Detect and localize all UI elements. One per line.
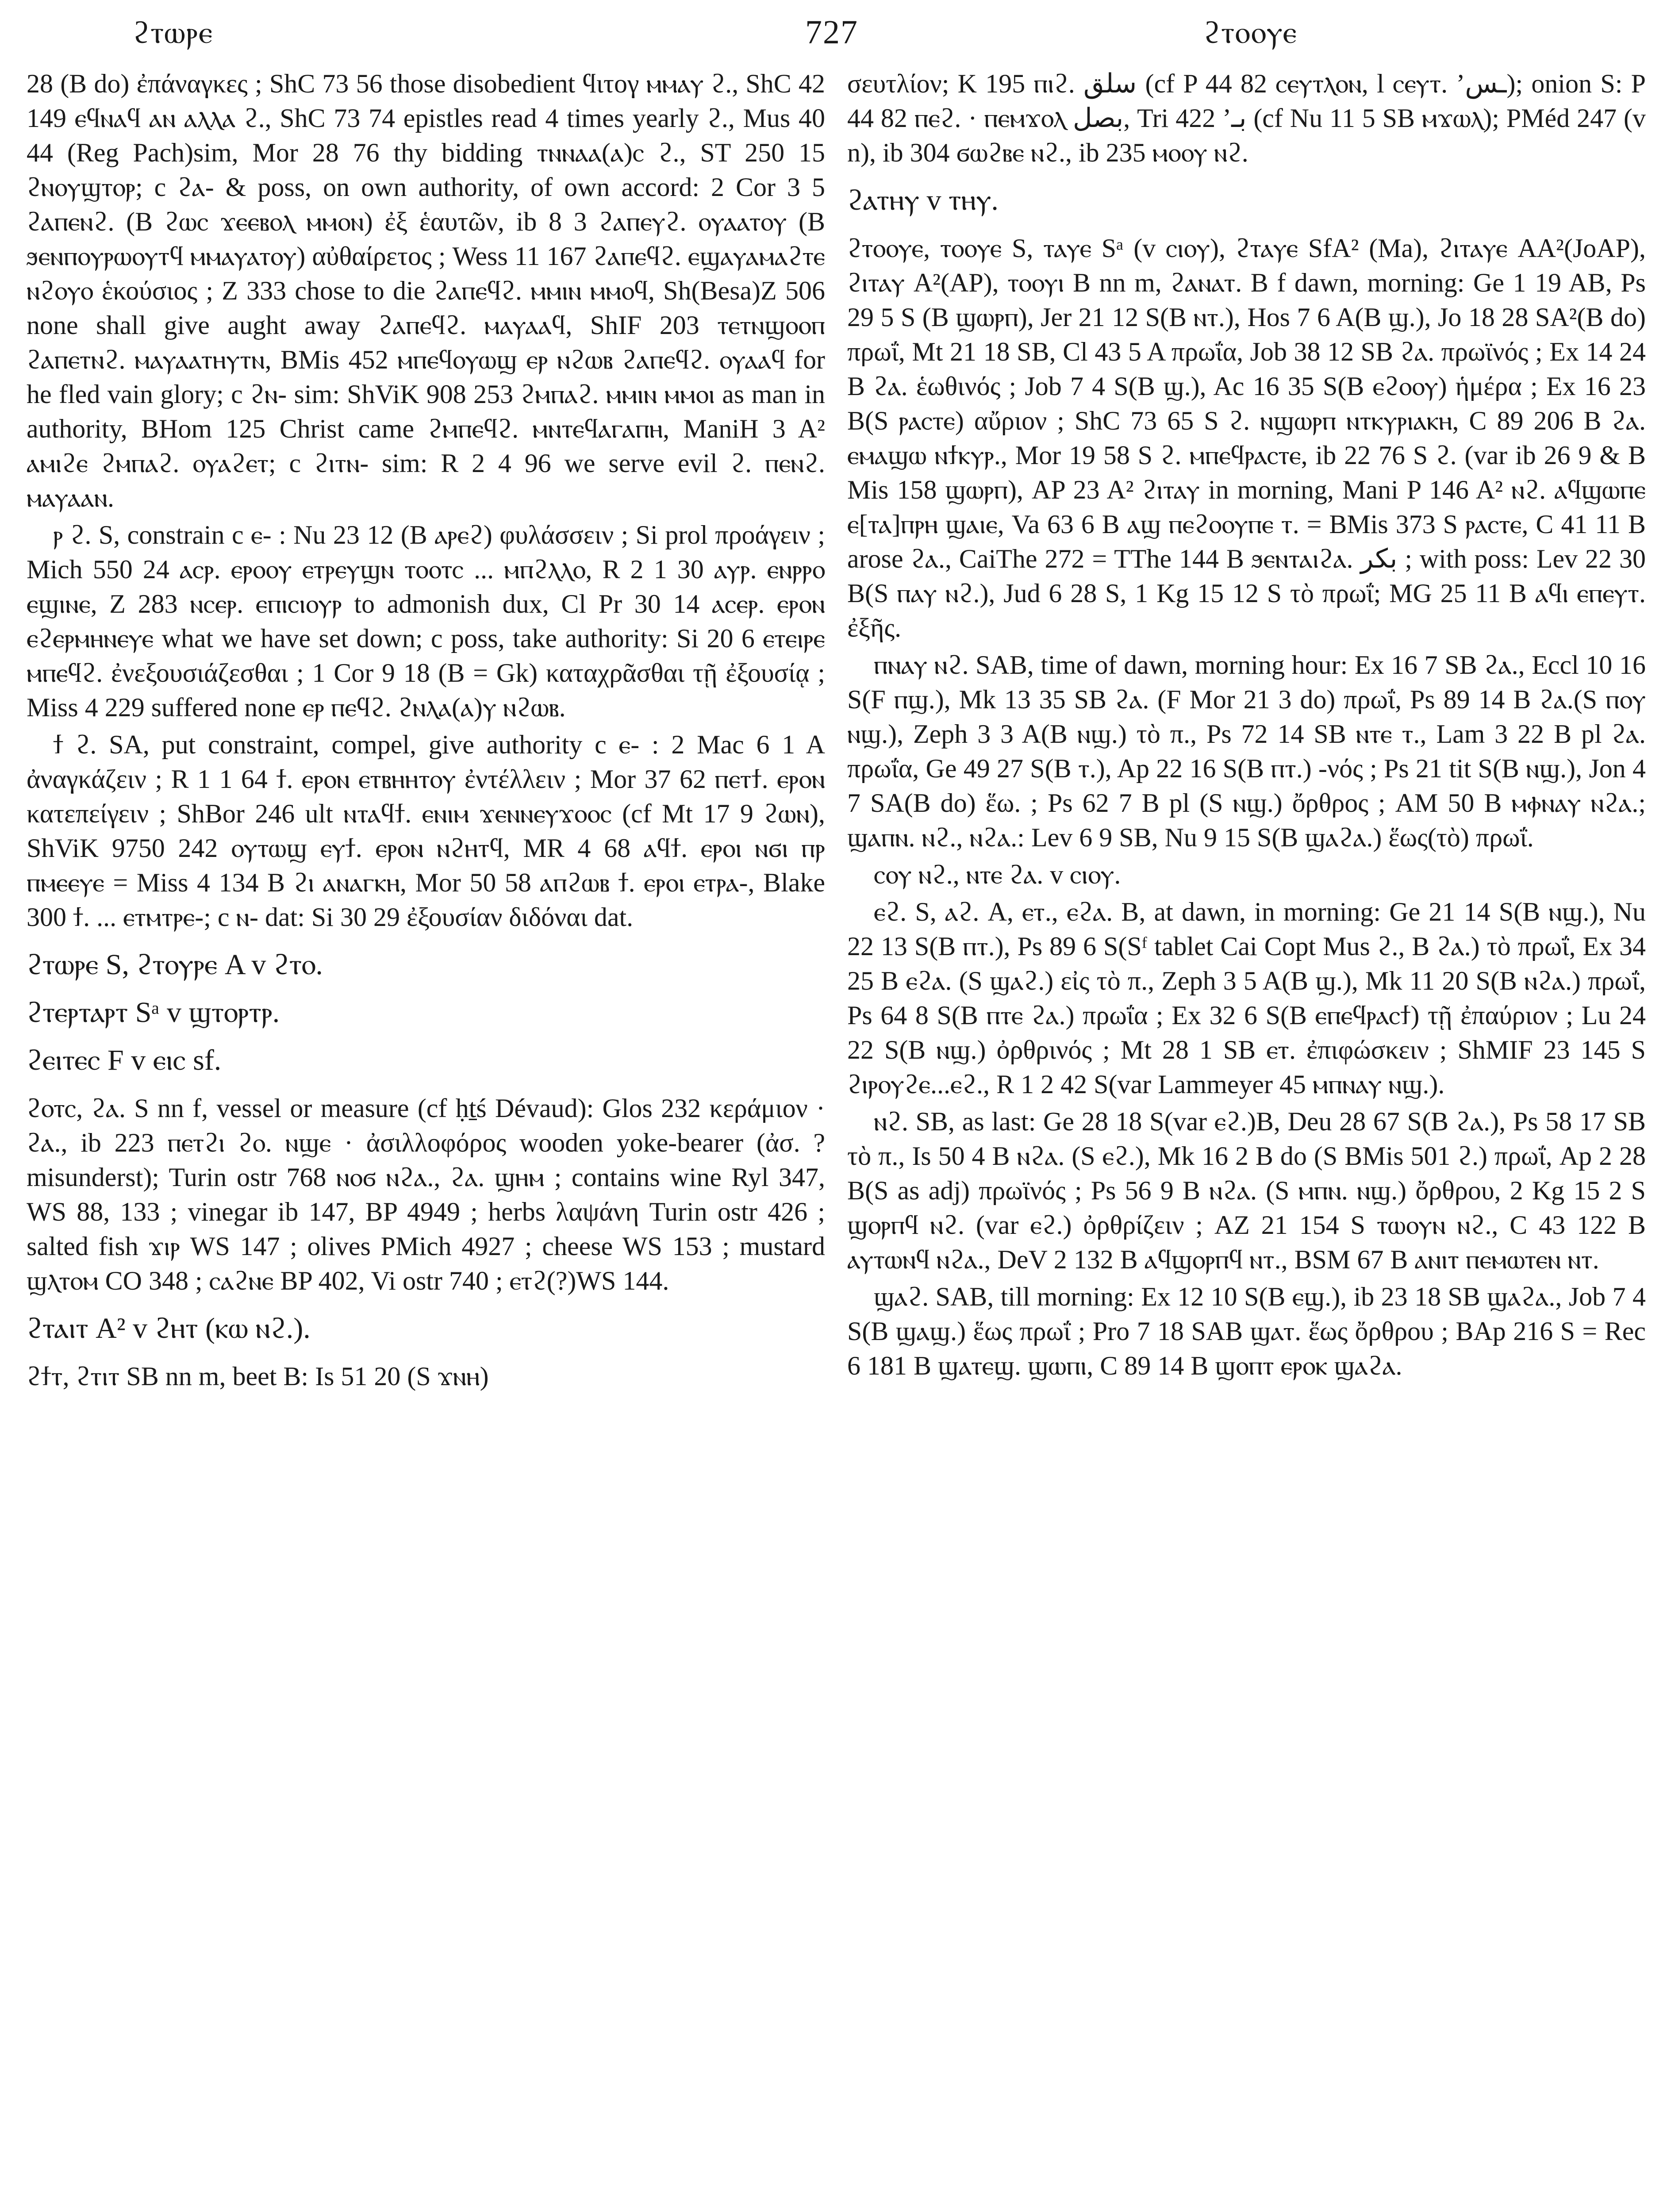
left-column: [27, 66, 825, 1396]
headword-entry: ϩⲧⲁⲓⲧ A² v ϩⲏⲧ (ⲕⲱ ⲛϩ.).: [27, 1312, 311, 1344]
entry-paragraph: ⲛϩ. SB, as last: Ge 28 18 S(var ⲉϩ.)B, Deu 28 67 S(B ϩⲁ.), Ps 58 17 SB τὸ π., Is 50 4 B ⲛϩⲁ. (S ⲉϩ.), Mk 16 2 B do (S BMis 501 ϩ.) πρωΐ, Ap 2 28 B(S as adj) πρωϊνός ; Ps 56 9 B ⲛϩⲁ. (S ⲙⲡⲛ. ⲛϣ.) ὄρθρου, 2 Kg 15 2 S ϣⲟⲣⲡϥ ⲛϩ. (var ⲉϩ.) ὀρθρίζειν ; AZ 21 154 S ⲧⲱⲟⲩⲛ ⲛϩ., C 43 122 B ⲁⲩⲧⲱⲛϥ ⲛϩⲁ., DeV 2 132 B ⲁϥϣⲟⲣⲡϥ ⲛⲧ., BSM 67 B ⲁⲛⲓⲧ ⲡⲉⲙⲱⲧⲉⲛ ⲛⲧ.: [847, 1107, 1646, 1274]
headword-entry: ϩⲁⲧⲏⲩ v ⲧⲏⲩ.: [847, 184, 999, 216]
entry-paragraph: ⲉϩ. S, ⲁϩ. A, ⲉⲧ., ⲉϩⲁ. B, at dawn, in morning: Ge 21 14 S(B ⲛϣ.), Nu 22 13 S(B ⲡⲧ.), Ps 89 6 S(Sᶠ tablet Cai Copt Mus ϩ., B ϩⲁ.) τὸ πρωΐ, Ex 34 25 B ⲉϩⲁ. (S ϣⲁϩ.) εἰς τὸ π., Zeph 3 5 A(B ϣ.), Mk 11 20 S(B ⲛϩⲁ.) πρωΐ, Ps 64 8 S(B ⲡⲧⲉ ϩⲁ.) πρωΐα ; Ex 32 6 S(B ⲉⲡⲉϥⲣⲁⲥϯ) τῇ ἐπαύριον ; Lu 24 22 S(B ⲛϣ.) ὀρθρινός ; Mt 28 1 SB ⲉⲧ. ἐπιφώσκειν ; ShMIF 23 145 S ϩⲓⲣⲟⲩϩⲉ...ⲉϩ., R 1 2 42 S(var Lammeyer 45 ⲙⲡⲛⲁⲩ ⲛϣ.).: [847, 897, 1646, 1099]
entry-paragraph: ⲣ ϩ. S, constrain c ⲉ- : Nu 23 12 (B ⲁⲣⲉϩ) φυλάσσειν ; Si prol προάγειν ; Mich 550 24 ⲁⲥⲣ. ⲉⲣⲟⲟⲩ ⲉⲧⲣⲉⲩϣⲛ ⲧⲟⲟⲧⲥ ... ⲙⲡϩⲗⲗⲟ, R 2 1 30 ⲁⲩⲣ. ⲉⲛⲣⲣⲟ ⲉϣⲓⲛⲉ, Z 283 ⲛⲥⲉⲣ. ⲉⲡⲓⲥⲓⲟⲩⲣ to admonish dux, Cl Pr 30 14 ⲁⲥⲉⲣ. ⲉⲣⲟⲛ ⲉϩⲉⲣⲙⲏⲛⲉⲩⲉ what we have set down; c poss, take authority: Si 20 6 ⲉⲧⲉⲓⲣⲉ ⲙⲡⲉϥϩ. ἐνεξουσιάζεσθαι ; 1 Cor 9 18 (B = Gk) καταχρᾶσθαι τῇ ἐξουσίᾳ ; Miss 4 229 suffered none ⲉⲣ ⲡⲉϥϩ. ϩⲛⲗⲁ(ⲁ)ⲩ ⲛϩⲱⲃ.: [27, 520, 825, 722]
page-number: 727: [805, 14, 858, 51]
running-head-right: ϩⲧⲟⲟⲩⲉ: [1203, 14, 1298, 50]
headword-entry: ϩⲧⲟⲟⲩⲉ, ⲧⲟⲟⲩⲉ S, ⲧⲁⲩⲉ Sᵃ (v ⲥⲓⲟⲩ), ϩⲧⲁⲩⲉ SfA² (Ma), ϩⲓⲧⲁⲩⲉ AA²(JoAP), ϩⲓⲧⲁⲩ A²(AP), ⲧⲟⲟⲩⲓ B nn m, ϩⲁⲛⲁⲧ. B f dawn, morning: Ge 1 19 AB, Ps 29 5 S (B ϣⲱⲣⲡ), Jer 21 12 S(B ⲛⲧ.), Hos 7 6 A(B ϣ.), Jo 18 28 SA²(B do) πρωΐ, Mt 21 18 SB, Cl 43 5 A πρωΐα, Job 38 12 SB ϩⲁ. πρωϊνός ; Ex 14 24 B ϩⲁ. ἑωθινός ; Job 7 4 S(B ϣ.), Ac 16 35 S(B ⲉϩⲟⲟⲩ) ἡμέρα ; Ex 16 23 B(S ⲣⲁⲥⲧⲉ) αὔριον ; ShC 73 65 S ϩ. ⲛϣⲱⲣⲡ ⲛⲧⲕⲩⲣⲓⲁⲕⲏ, C 89 206 B ϩⲁ. ⲉⲙⲁϣⲱ ⲛϯⲕⲩⲣ., Mor 19 58 S ϩ. ⲙⲡⲉϥⲣⲁⲥⲧⲉ, ib 22 76 S ϩ. (var ib 26 9 & B Mis 158 ϣⲱⲣⲡ), AP 23 A² ϩⲓⲧⲁⲩ in morning, Mani P 146 A² ⲛϩ. ⲁϥϣⲱⲡⲉ ⲉ[ⲧⲁ]ⲡⲣⲏ ϣⲁⲓⲉ, Va 63 6 B ⲁϣ ⲡⲉϩⲟⲟⲩⲡⲉ ⲧ. = BMis 373 S ⲣⲁⲥⲧⲉ, C 41 11 B arose ϩⲁ., CaiThe 272 = TThe 144 B ϧⲉⲛⲧⲁⲓϩⲁ. بكر ; with poss: Lev 22 30 B(S ⲡⲁⲩ ⲛϩ.), Jud 6 28 S, 1 Kg 15 12 S τὸ πρωΐ; MG 25 11 B ⲁϥⲓ ⲉⲡⲉⲩⲧ. ἐξῆς.: [847, 234, 1646, 642]
headword-entry: ϩⲉⲓⲧⲉⲥ F v ⲉⲓⲥ sf.: [27, 1044, 222, 1076]
entry-paragraph: ϯ ϩ. SA, put constraint, compel, give authority c ⲉ- : 2 Mac 6 1 A ἀναγκάζειν ; R 1 1 64 ϯ. ⲉⲣⲟⲛ ⲉⲧⲃⲏⲏⲧⲟⲩ ἐντέλλειν ; Mor 37 62 ⲡⲉⲧϯ. ⲉⲣⲟⲛ κατεπείγειν ; ShBor 246 ult ⲛⲧⲁϥϯ. ⲉⲛⲓⲙ ϫⲉⲛⲛⲉⲩϫⲟⲟⲥ (cf Mt 17 9 ϩⲱⲛ), ShViK 9750 242 ⲟⲩⲧⲱϣ ⲉⲩϯ. ⲉⲣⲟⲛ ⲛϩⲏⲧϥ, MR 4 68 ⲁϥϯ. ⲉⲣⲟⲓ ⲛϭⲓ ⲡⲣ ⲡⲙⲉⲉⲩⲉ = Miss 4 134 B ϩⲓ ⲁⲛⲁⲅⲕⲏ, Mor 50 58 ⲁⲡϩⲱⲃ ϯ. ⲉⲣⲟⲓ ⲉⲧⲣⲁ-, Blake 300 ϯ. ... ⲉⲧⲙⲧⲣⲉ-; c ⲛ- dat: Si 30 29 ἐξουσίαν διδόναι dat.: [27, 730, 825, 932]
entry-paragraph: σευτλίον; K 195 ⲡⲓϩ. سلق (cf P 44 82 ⲥⲉⲩⲧⲗⲟⲛ, l ⲥⲉⲩⲧ. ’ـس); onion S: P 44 82 ⲡⲉϩ. · ⲡⲉⲙϫⲟⲗ بصل, Tri 422 ’بـ (cf Nu 11 5 SB ⲙϫⲱⲗ); PMéd 247 (v n), ib 304 ϭⲱϩⲃⲉ ⲛϩ., ib 235 ⲙⲟⲟⲩ ⲛϩ.: [847, 69, 1646, 167]
entry-paragraph: ⲥⲟⲩ ⲛϩ., ⲛⲧⲉ ϩⲁ. v ⲥⲓⲟⲩ.: [874, 860, 1121, 889]
entry-paragraph: 28 (B do) ἐπάναγκες ; ShC 73 56 those disobedient ϥιτογ ⲙⲙⲁⲩ ϩ., ShC 42 149 ⲉϥⲛⲁϥ ⲁⲛ ⲁⲗⲗⲁ ϩ., ShC 73 74 epistles read 4 times yearly ϩ., Mus 40 44 (Reg Pach)sim, Mor 28 76 thy bidding ⲧⲛⲛⲁⲁ(ⲁ)ⲥ ϩ., ST 250 15 ϩⲛⲟⲩϣⲧⲟⲣ; c ϩⲁ- & poss, on own authority, of own accord: 2 Cor 3 5 ϩⲁⲡⲉⲛϩ. (B ϩⲱⲥ ϫⲉⲉⲃⲟⲗ ⲙⲙⲟⲛ) ἐξ ἑαυτῶν, ib 8 3 ϩⲁⲡⲉⲩϩ. ⲟⲩⲁⲁⲧⲟⲩ (B ϧⲉⲛⲡⲟⲩⲣⲱⲟⲩⲧϥ ⲙⲙⲁⲩⲁⲧⲟⲩ) αὐθαίρετος ; Wess 11 167 ϩⲁⲡⲉϥϩ. ⲉϣⲁⲩⲁⲙⲁϩⲧⲉ ⲛϩⲟⲩⲟ ἑκούσιος ; Z 333 chose to die ϩⲁⲡⲉϥϩ. ⲙⲙⲓⲛ ⲙⲙⲟϥ, Sh(Besa)Z 506 none shall give aught away ϩⲁⲡⲉϥϩ. ⲙⲁⲩⲁⲁϥ, ShIF 203 ⲧⲉⲧⲛϣⲟⲟⲡ ϩⲁⲡⲉⲧⲛϩ. ⲙⲁⲩⲁⲁⲧⲏⲩⲧⲛ, BMis 452 ⲙⲡⲉϥⲟⲩⲱϣ ⲉⲣ ⲛϩⲱⲃ ϩⲁⲡⲉϥϩ. ⲟⲩⲁⲁϥ for he fled vain glory; c ϩⲛ- sim: ShViK 908 253 ϩⲙⲡⲁϩ. ⲙⲙⲓⲛ ⲙⲙⲟⲓ as man in authority, BHom 125 Christ came ϩⲙⲡⲉϥϩ. ⲙⲛⲧⲉϥⲁⲅⲁⲡⲏ, ManiH 3 A² ⲁⲙⲓϩⲉ ϩⲙⲡⲁϩ. ⲟⲩⲁϩⲉⲧ; c ϩⲓⲧⲛ- sim: R 2 4 96 we serve evil ϩ. ⲡⲉⲛϩ. ⲙⲁⲩⲁⲁⲛ.: [27, 69, 825, 512]
headword-entry: ϩϯⲧ, ϩⲧⲓⲧ SB nn m, beet B: Is 51 20 (S ϫⲛⲏ): [27, 1362, 489, 1391]
headword-entry: ϩⲧⲱⲣⲉ S, ϩⲧⲟⲩⲣⲉ A v ϩⲧⲟ.: [27, 949, 323, 981]
entry-paragraph: ϣⲁϩ. SAB, till morning: Ex 12 10 S(B ⲉϣ.), ib 23 18 SB ϣⲁϩⲁ., Job 7 4 S(B ϣⲁϣ.) ἕως πρωΐ ; Pro 7 18 SAB ϣⲁⲧ. ἕως ὄρθρου ; BAp 216 S = Rec 6 181 B ϣⲁⲧⲉϣ. ϣⲱⲡⲓ, C 89 14 B ϣⲟⲡⲧ ⲉⲣⲟⲕ ϣⲁϩⲁ.: [847, 1282, 1646, 1380]
entry-paragraph: ⲡⲛⲁⲩ ⲛϩ. SAB, time of dawn, morning hour: Ex 16 7 SB ϩⲁ., Eccl 10 16 S(F ⲡϣ.), Mk 13 35 SB ϩⲁ. (F Mor 21 3 do) πρωΐ, Ps 89 14 B ϩⲁ.(S ⲡⲟⲩ ⲛϣ.), Zeph 3 3 A(B ⲛϣ.) τὸ π., Ps 72 14 SB ⲛⲧⲉ ⲧ., Lam 3 22 B pl ϩⲁ. πρωΐα, Ge 49 27 S(B ⲧ.), Ap 22 16 S(B ⲡⲧ.) -νός ; Ps 21 tit S(B ⲛϣ.), Jon 4 7 SA(B do) ἕω. ; Ps 62 7 B pl (S ⲛϣ.) ὄρθρος ; AM 50 B ⲙⲫⲛⲁⲩ ⲛϩⲁ.; ϣⲁⲡⲛ. ⲛϩ., ⲛϩⲁ.: Lev 6 9 SB, Nu 9 15 S(B ϣⲁϩⲁ.) ἕως(τὸ) πρωΐ.: [847, 650, 1646, 852]
headword-entry: ϩⲟⲧⲥ, ϩⲁ. S nn f, vessel or measure (cf ḥṯś Dévaud): Glos 232 κεράμιον · ϩⲁ., ib 223 ⲡⲉⲧϩⲓ ϩⲟ. ⲛϣⲉ · ἀσιλλοφόρος wooden yoke-bearer (ἀσ. ? misunderst); Turin ostr 768 ⲛⲟϭ ⲛϩⲁ., ϩⲁ. ϣⲏⲙ ; contains wine Ryl 347, WS 88, 133 ; vinegar ib 147, BP 4949 ; herbs λαψάνη Turin ostr 426 ; salted fish ϫⲓⲣ WS 147 ; olives PMich 4927 ; cheese WS 153 ; mustard ϣⲗⲧⲟⲙ CO 348 ; ⲥⲁϩⲛⲉ BP 402, Vi ostr 740 ; ⲉⲧϩ(?)WS 144.: [27, 1094, 825, 1295]
right-column: [847, 66, 1646, 1386]
headword-entry: ϩⲧⲉⲣⲧⲁⲣⲧ Sᵃ v ϣⲧⲟⲣⲧⲣ.: [27, 996, 280, 1029]
running-head-left: ϩⲧⲱⲣⲉ: [133, 14, 214, 50]
